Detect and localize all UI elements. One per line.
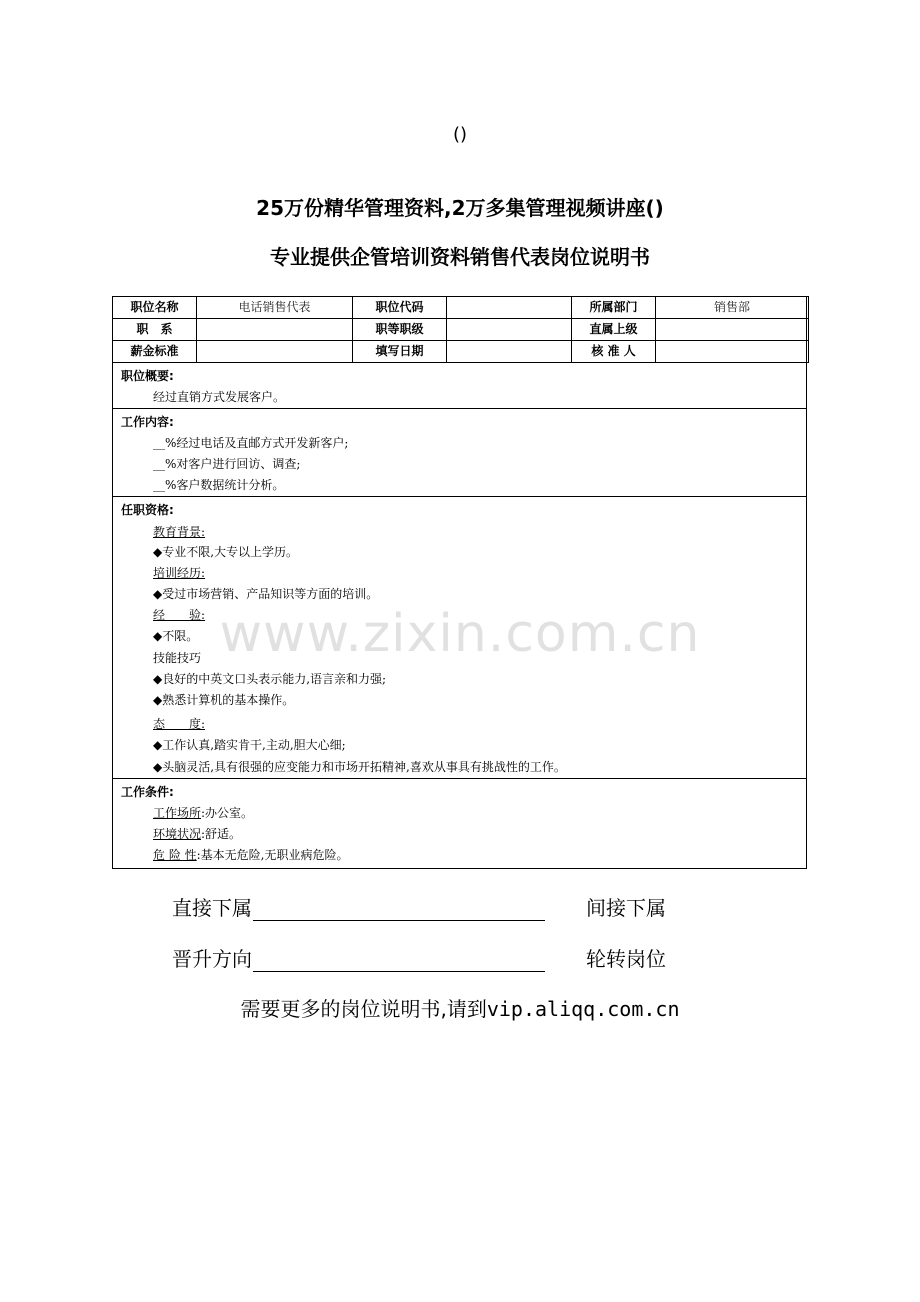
overview-text: 经过直销方式发展客户。 bbox=[153, 390, 286, 404]
overview-title: 职位概要: bbox=[121, 369, 174, 383]
experience-label: 经 验: bbox=[153, 608, 206, 622]
watermark: www.zixin.com.cn bbox=[219, 604, 701, 664]
section-overview bbox=[112, 362, 807, 408]
value-approver bbox=[656, 341, 809, 363]
list-item: __%对客户进行回访、调查; bbox=[153, 457, 301, 471]
table-row bbox=[113, 341, 809, 363]
qualifications-title: 任职资格: bbox=[121, 503, 174, 517]
table-row bbox=[113, 297, 809, 319]
direct-subordinate-label: 直接下属 bbox=[172, 896, 252, 920]
risk-value: :基本无危险,无职业病危险。 bbox=[196, 848, 349, 862]
value-job-series bbox=[197, 319, 353, 341]
experience-item: ◆不限。 bbox=[153, 629, 199, 643]
value-job-title: 电话销售代表 bbox=[197, 297, 353, 319]
skills-label: 技能技巧 bbox=[153, 651, 202, 665]
document-title: 25万份精华管理资料,2万多集管理视频讲座() bbox=[256, 196, 664, 220]
attitude-item: ◆头脑灵活,具有很强的应变能力和市场开拓精神,喜欢从事具有挑战性的工作。 bbox=[153, 760, 566, 774]
label-supervisor: 直属上级 bbox=[572, 319, 656, 341]
label-job-title: 职位名称 bbox=[113, 297, 197, 319]
training-label: 培训经历: bbox=[153, 566, 206, 580]
attitude-label: 态 度: bbox=[153, 717, 206, 731]
label-job-series: 职 系 bbox=[113, 319, 197, 341]
work-content-title: 工作内容: bbox=[121, 415, 174, 429]
document-subtitle: 专业提供企管培训资料销售代表岗位说明书 bbox=[270, 245, 650, 269]
section-conditions bbox=[112, 778, 807, 869]
label-fill-date: 填写日期 bbox=[353, 341, 447, 363]
value-fill-date bbox=[447, 341, 572, 363]
table-row bbox=[113, 319, 809, 341]
label-salary: 薪金标准 bbox=[113, 341, 197, 363]
value-department: 销售部 bbox=[656, 297, 809, 319]
label-job-code: 职位代码 bbox=[353, 297, 447, 319]
promotion-blank bbox=[253, 951, 545, 972]
label-job-grade: 职等职级 bbox=[353, 319, 447, 341]
env-label: 环境状况 bbox=[153, 827, 202, 841]
footer-note bbox=[0, 993, 920, 1022]
section-work-content bbox=[112, 408, 807, 496]
conditions-title: 工作条件: bbox=[121, 785, 174, 799]
footer-text: 需要更多的岗位说明书,请到 bbox=[240, 997, 487, 1021]
promotion-field bbox=[172, 943, 545, 972]
condition-risk bbox=[153, 847, 349, 863]
training-item: ◆受过市场营销、产品知识等方面的培训。 bbox=[153, 587, 379, 601]
skills-item: ◆良好的中英文口头表示能力,语言亲和力强; bbox=[153, 672, 387, 686]
attitude-item: ◆工作认真,踏实肯干,主动,胆大心细; bbox=[153, 738, 346, 752]
label-approver: 核 准 人 bbox=[572, 341, 656, 363]
list-item: __%客户数据统计分析。 bbox=[153, 478, 285, 492]
education-item: ◆专业不限,大专以上学历。 bbox=[153, 545, 299, 559]
skills-item: ◆熟悉计算机的基本操作。 bbox=[153, 693, 295, 707]
value-salary bbox=[197, 341, 353, 363]
condition-environment bbox=[153, 826, 241, 842]
place-label: 工作场所 bbox=[153, 806, 202, 820]
condition-place bbox=[153, 805, 253, 821]
place-value: :办公室。 bbox=[201, 806, 254, 820]
label-department: 所属部门 bbox=[572, 297, 656, 319]
direct-subordinate-blank bbox=[253, 900, 545, 921]
env-value: :舒适。 bbox=[201, 827, 242, 841]
direct-subordinate-field bbox=[172, 892, 545, 921]
value-supervisor bbox=[656, 319, 809, 341]
education-label: 教育背景: bbox=[153, 525, 206, 539]
risk-label: 危 险 性 bbox=[153, 848, 197, 862]
list-item: __%经过电话及直邮方式开发新客户; bbox=[153, 436, 349, 450]
top-parens: () bbox=[452, 124, 468, 145]
value-job-grade bbox=[447, 319, 572, 341]
rotation-label: 轮转岗位 bbox=[586, 947, 666, 971]
job-info-table bbox=[112, 296, 809, 363]
indirect-subordinate-label: 间接下属 bbox=[586, 896, 666, 920]
value-job-code bbox=[447, 297, 572, 319]
footer-url[interactable]: vip.aliqq.com.cn bbox=[486, 997, 680, 1021]
promotion-label: 晋升方向 bbox=[172, 947, 252, 971]
